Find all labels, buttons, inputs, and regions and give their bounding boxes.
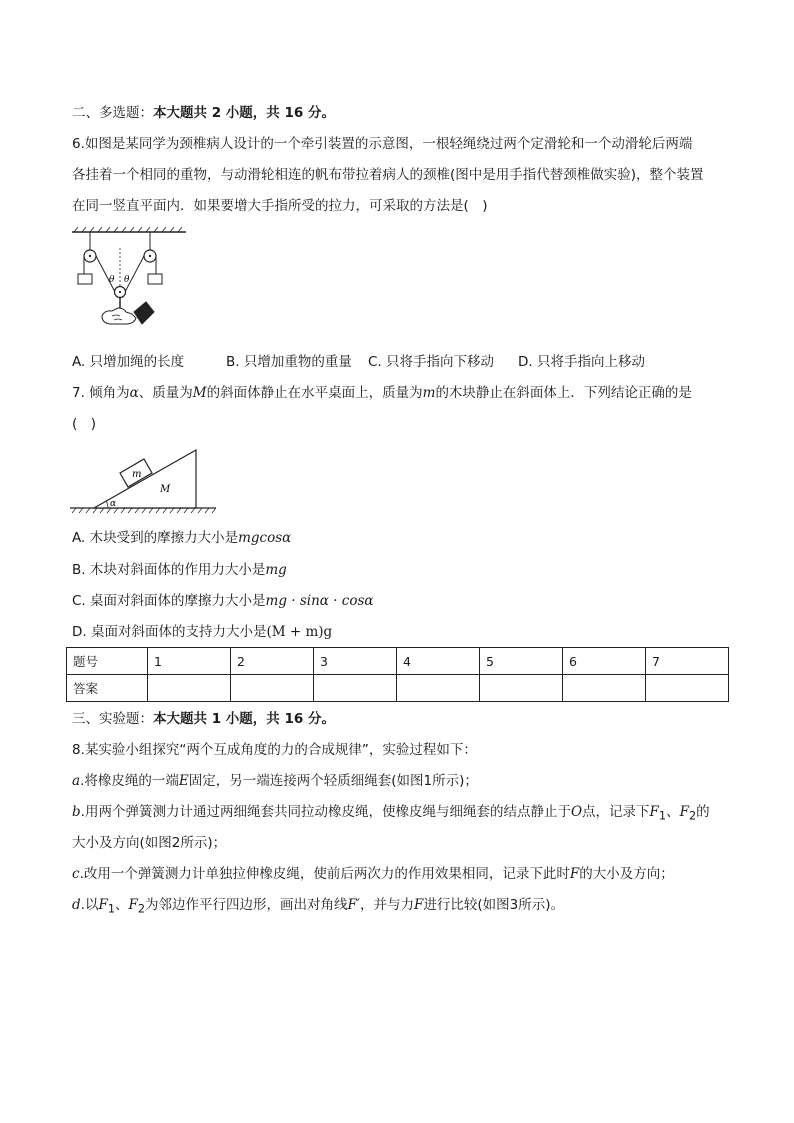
q6-option-a[interactable]: A. 只增加绳的长度 [72, 354, 185, 370]
incline-figure [68, 446, 218, 516]
wedge-label: M [160, 484, 171, 495]
table-cell: 1 [148, 648, 231, 675]
q7-line-2: ( ) [72, 416, 97, 432]
q6-line-1: 6.如图是某同学为颈椎病人设计的一个牵引装置的示意图，一根轻绳绕过两个定滑轮和一个动滑轮后两端 [72, 136, 693, 152]
weight-right [148, 274, 162, 284]
answer-cell[interactable] [646, 675, 729, 702]
section-prefix: 二、多选题： [72, 105, 153, 121]
q7-option-c[interactable]: C. 桌面对斜面体的摩擦力大小是mg · sinα · cosα [72, 593, 374, 609]
pulley-figure [70, 226, 190, 338]
answer-cell[interactable] [231, 675, 314, 702]
block-label: m [132, 469, 142, 480]
section-prefix: 三、实验题： [72, 711, 153, 727]
table-cell: 题号 [67, 648, 148, 675]
angle-label: α [110, 499, 117, 509]
q6-option-b[interactable]: B. 只增加重物的重量 [226, 354, 352, 370]
answer-cell[interactable] [480, 675, 563, 702]
answer-table [66, 647, 729, 702]
q8-step-c: c.改用一个弹簧测力计单独拉伸橡皮绳，使前后两次力的作用效果相同，记录下此时F的大小及方向； [72, 866, 674, 882]
q8-line-1: 8.某实验小组探究“两个互成角度的力的合成规律”，实验过程如下： [72, 742, 477, 758]
table-cell: 3 [314, 648, 397, 675]
table-cell: 2 [231, 648, 314, 675]
sleeve-icon [134, 302, 154, 324]
q8-step-d: d.以$F_1$、$F_2$为邻边作平行四边形，画出对角线F′，并与力F进行比较(如图3所示)。 [72, 897, 564, 916]
q8-step-b: b.用两个弹簧测力计通过两细绳套共同拉动橡皮绳，使橡皮绳与细绳套的结点静止于O点，记录下$F_1$、$F_2$的 [72, 804, 710, 823]
answer-cell[interactable] [563, 675, 646, 702]
table-cell: 7 [646, 648, 729, 675]
section-info: 本大题共 2 小题，共 16 分。 [153, 105, 335, 121]
q7-option-b[interactable]: B. 木块对斜面体的作用力大小是mg [72, 562, 287, 578]
answer-cell[interactable] [314, 675, 397, 702]
table-row-answers [67, 675, 729, 702]
answer-cell[interactable] [397, 675, 480, 702]
section-3-header [72, 709, 335, 729]
weight-left [78, 274, 92, 284]
hand-icon [102, 308, 136, 324]
table-cell: 4 [397, 648, 480, 675]
theta-label-left: θ [109, 275, 115, 285]
q6-option-d[interactable]: D. 只将手指向上移动 [518, 354, 645, 370]
table-row-header [67, 648, 729, 675]
theta-label-right: θ [124, 275, 130, 285]
q6-line-3: 在同一竖直平面内．如果要增大手指所受的拉力，可采取的方法是( ) [72, 198, 488, 214]
q8-step-a: a.将橡皮绳的一端E固定，另一端连接两个轻质细绳套(如图1所示)； [72, 773, 478, 789]
table-cell: 答案 [67, 675, 148, 702]
q8-step-b-cont: 大小及方向(如图2所示)； [72, 835, 227, 851]
q6-option-c[interactable]: C. 只将手指向下移动 [368, 354, 495, 370]
section-2-header [72, 103, 335, 123]
q7-line-1: 7. 倾角为α、质量为M的斜面体静止在水平桌面上，质量为m的木块静止在斜面体上．下列结论正确的是 [72, 385, 692, 401]
table-cell: 6 [563, 648, 646, 675]
section-info: 本大题共 1 小题，共 16 分。 [153, 711, 335, 727]
q7-option-d[interactable]: D. 桌面对斜面体的支持力大小是(M + m)g [72, 624, 333, 640]
table-cell: 5 [480, 648, 563, 675]
q6-line-2: 各挂着一个相同的重物，与动滑轮相连的帆布带拉着病人的颈椎(图中是用手指代替颈椎做实验)，整个装置 [72, 167, 704, 183]
answer-cell[interactable] [148, 675, 231, 702]
q7-option-a[interactable]: A. 木块受到的摩擦力大小是mgcosα [72, 530, 292, 546]
